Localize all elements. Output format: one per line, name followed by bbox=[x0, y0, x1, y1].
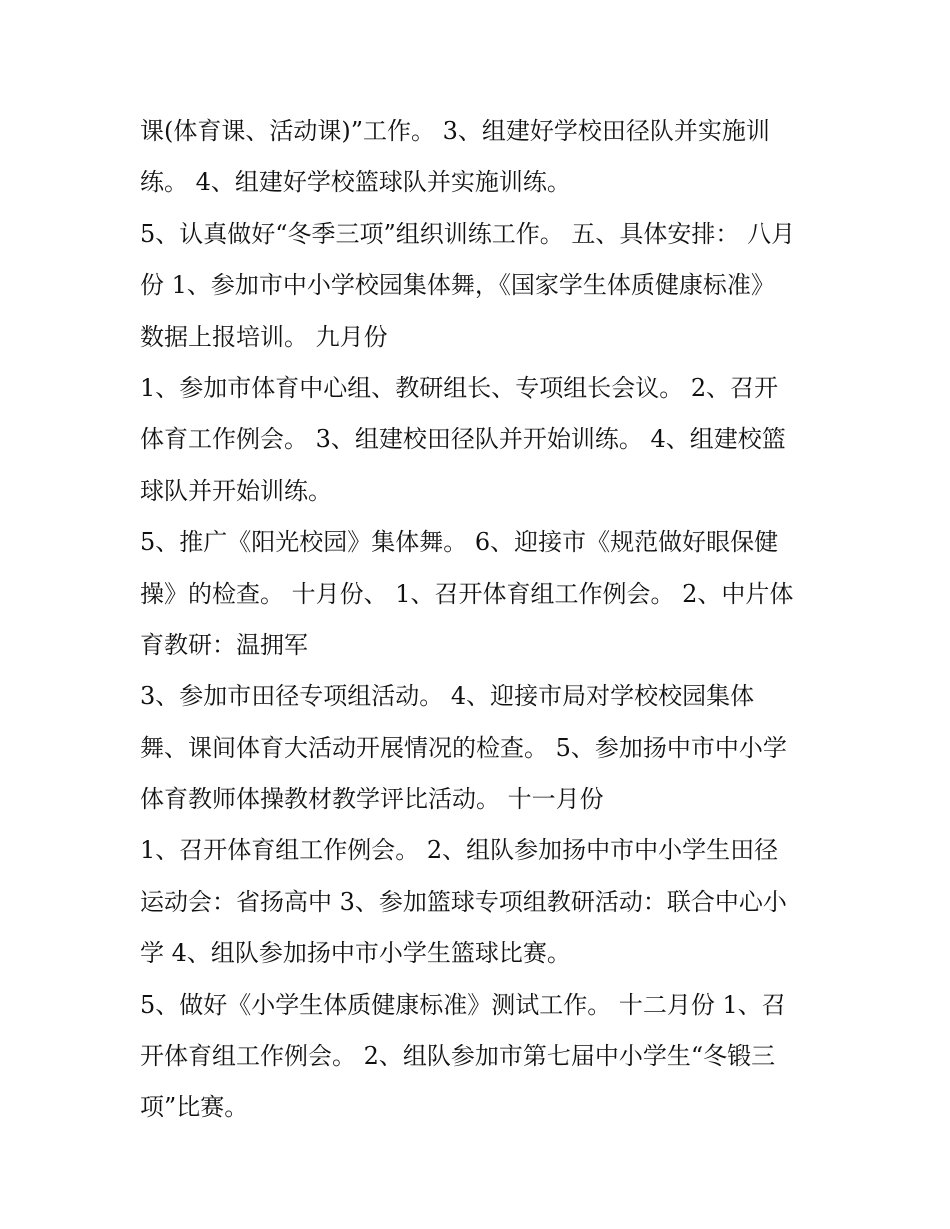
text-line-6: 1、参加市体育中心组、教研组长、专项组长会议。 2、召开 bbox=[140, 373, 779, 402]
text-line-3: 5、认真做好“冬季三项”组织训练工作。 五、具体安排： 八月 bbox=[140, 219, 796, 248]
text-line-14: 体育教师体操教材教学评比活动。 十一月份 bbox=[140, 785, 604, 814]
text-line-9: 5、推广《阳光校园》集体舞。 6、迎接市《规范做好眼保健 bbox=[140, 528, 779, 557]
text-line-15: 1、召开体育组工作例会。 2、组队参加扬中市中小学生田径 bbox=[140, 836, 779, 865]
text-line-19: 开体育组工作例会。 2、组队参加市第七届中小学生“冬锻三 bbox=[140, 1042, 776, 1071]
text-line-5: 数据上报培训。 九月份 bbox=[140, 322, 388, 351]
text-line-8: 球队并开始训练。 bbox=[140, 476, 332, 505]
text-line-10: 操》的检查。 十月份、 1、召开体育组工作例会。 2、中片体 bbox=[140, 579, 794, 608]
text-line-2: 练。 4、组建好学校篮球队并实施训练。 bbox=[140, 168, 571, 197]
text-line-4: 份 1、参加市中小学校园集体舞，《国家学生体质健康标准》 bbox=[140, 271, 775, 300]
text-line-17: 学 4、组队参加扬中市小学生篮球比赛。 bbox=[140, 939, 571, 968]
text-line-13: 舞、课间体育大活动开展情况的检查。 5、参加扬中市中小学 bbox=[140, 733, 787, 762]
text-line-11: 育教研：温拥军 bbox=[140, 630, 308, 659]
text-line-7: 体育工作例会。 3、组建校田径队并开始训练。 4、组建校篮 bbox=[140, 425, 786, 454]
text-line-1: 课(体育课、活动课)”工作。 3、组建好学校田径队并实施训 bbox=[140, 117, 770, 145]
text-line-16: 运动会：省扬高中 3、参加篮球专项组教研活动：联合中心小 bbox=[140, 887, 787, 916]
text-line-20: 项”比赛。 bbox=[140, 1093, 249, 1122]
text-line-18: 5、做好《小学生体质健康标准》测试工作。 十二月份 1、召 bbox=[140, 990, 786, 1019]
text-line-12: 3、参加市田径专项组活动。 4、迎接市局对学校校园集体 bbox=[140, 682, 755, 711]
